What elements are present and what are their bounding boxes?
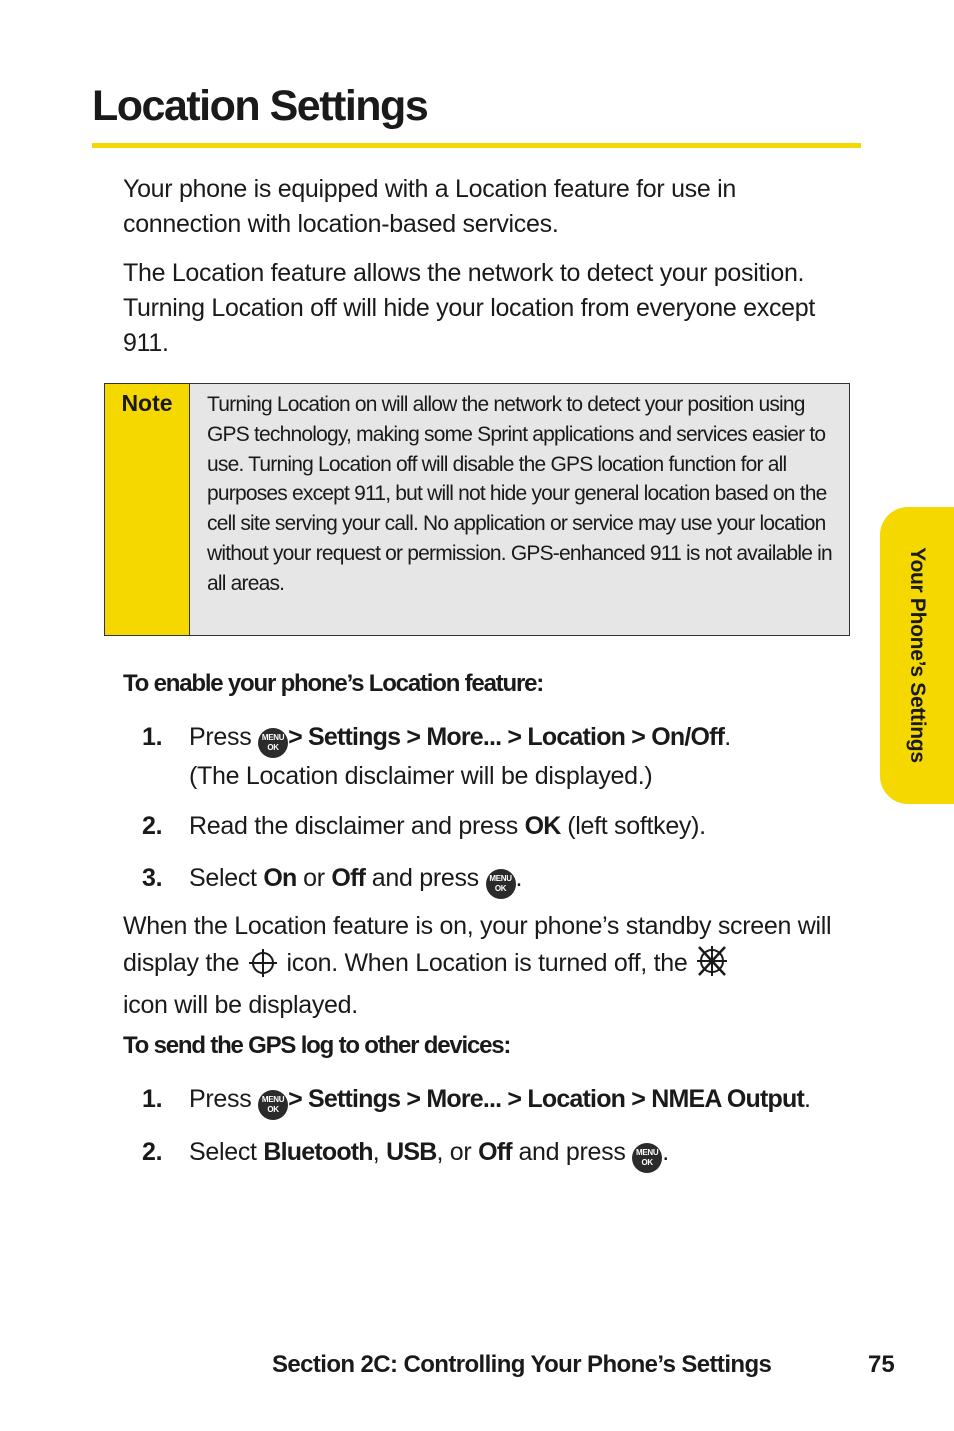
page-title: Location Settings bbox=[92, 82, 428, 130]
option-off: Off bbox=[331, 864, 366, 892]
option-usb: USB bbox=[386, 1138, 437, 1166]
gps-step-1: 1. Press MENU OK > Settings > More... > Location > NMEA Output. bbox=[142, 1081, 852, 1120]
gps-log-heading: To send the GPS log to other devices: bbox=[123, 1032, 511, 1059]
intro-paragraph-2: The Location feature allows the network to detect your position. Turning Location off will hide your location from everyone except 911. bbox=[123, 259, 815, 357]
intro-paragraph-1: Your phone is equipped with a Location feature for use in connection with location-based services. bbox=[123, 175, 736, 238]
option-off: Off bbox=[478, 1138, 512, 1166]
step-number: 3. bbox=[142, 864, 163, 892]
location-on-icon bbox=[246, 948, 280, 988]
step-number: 2. bbox=[142, 812, 163, 840]
option-on: On bbox=[263, 864, 297, 892]
step-text: Press bbox=[189, 723, 252, 751]
step-number: 1. bbox=[142, 1085, 163, 1113]
page-number: 75 bbox=[868, 1351, 895, 1378]
menu-path: > Settings > More... > Location > NMEA Output bbox=[288, 1085, 804, 1113]
gps-step-2: 2. Select Bluetooth, USB, or Off and press MENU OK . bbox=[142, 1134, 852, 1173]
location-off-icon bbox=[694, 944, 730, 988]
icon-paragraph: When the Location feature is on, your phone’s standby screen will display the icon. When Location is turned off, the icon will be displayed. bbox=[123, 912, 832, 1019]
menu-path: > Settings > More... > Location > On/Off bbox=[288, 723, 725, 751]
step-note: (The Location disclaimer will be displayed.) bbox=[189, 762, 653, 790]
enable-step-1: 1. Press MENU OK > Settings > More... > Location > On/Off. (The Location disclaimer will be displayed.) bbox=[142, 719, 852, 794]
ok-key-label: OK bbox=[524, 812, 561, 840]
side-tab-label: Your Phone’s Settings bbox=[906, 547, 929, 763]
footer-section-title: Section 2C: Controlling Your Phone’s Settings bbox=[272, 1351, 772, 1378]
note-label: Note bbox=[105, 384, 190, 635]
note-text: Turning Location on will allow the network to detect your position using GPS technology, making some Sprint applications and services easier to use. Turning Location off will disable the GPS location function for all purposes except 911, but will not hide your general location based on the cell site serving your call. No application or service may use your location without your request or permission. GPS-enhanced 911 is not available in all areas. bbox=[207, 393, 832, 595]
step-number: 1. bbox=[142, 723, 163, 751]
menu-ok-key-icon: MENU OK bbox=[486, 869, 516, 899]
enable-location-heading: To enable your phone’s Location feature: bbox=[123, 670, 544, 697]
step-number: 2. bbox=[142, 1138, 163, 1166]
enable-step-2 bbox=[142, 808, 852, 844]
step-text: (left softkey). bbox=[567, 812, 706, 840]
note-box bbox=[104, 383, 850, 636]
menu-ok-key-icon: MENU OK bbox=[258, 728, 288, 758]
option-bluetooth: Bluetooth bbox=[263, 1138, 373, 1166]
enable-step-3: 3. Select On or Off and press MENU OK . bbox=[142, 860, 852, 899]
side-section-tab bbox=[880, 507, 954, 804]
title-underline bbox=[92, 143, 861, 148]
menu-ok-key-icon: MENU OK bbox=[632, 1143, 662, 1173]
menu-ok-key-icon: MENU OK bbox=[258, 1090, 288, 1120]
step-text: Read the disclaimer and press bbox=[189, 812, 518, 840]
